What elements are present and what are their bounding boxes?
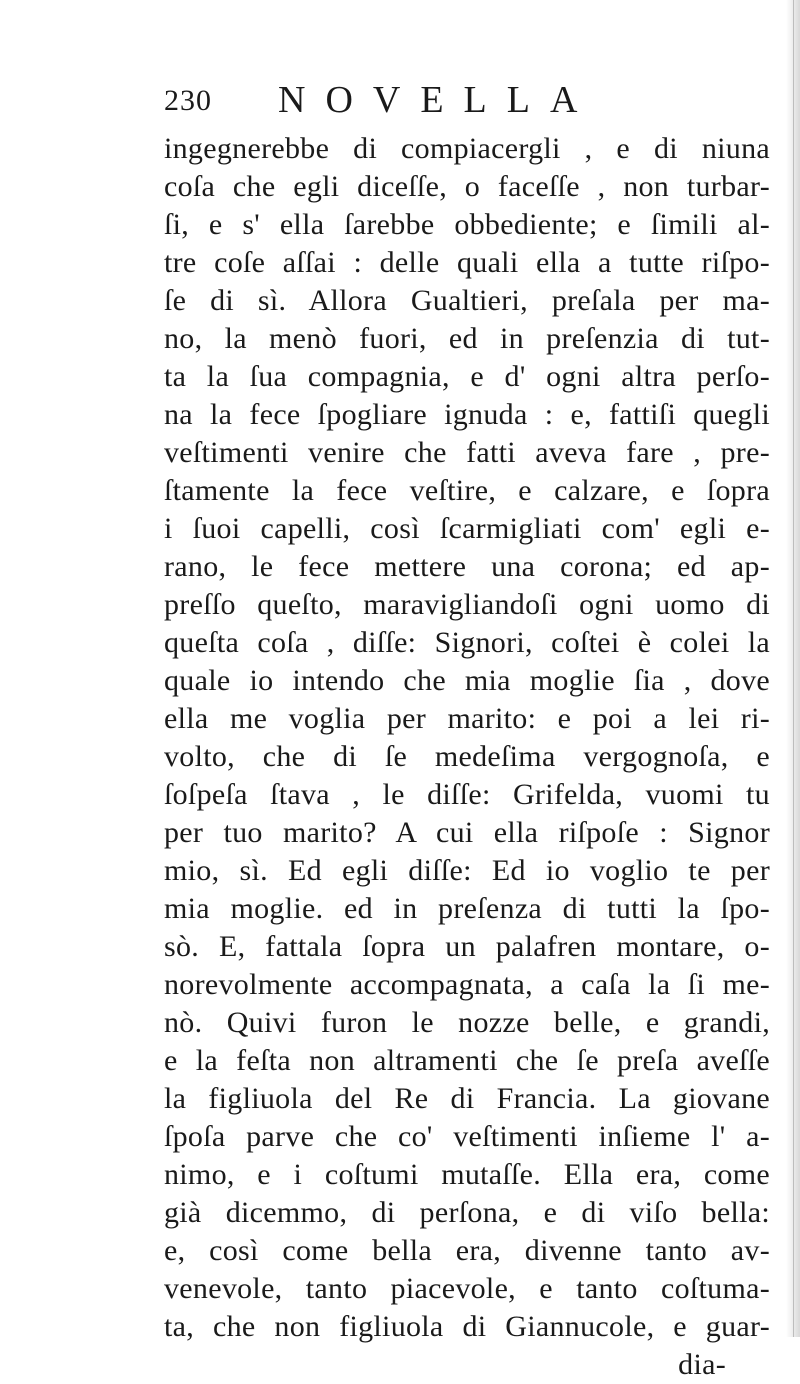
text-line: tre coſe aſſai : delle quali ella a tutte riſpo-: [164, 246, 770, 279]
text-line: sò. E, fattala ſopra un palafren montare, o-: [164, 930, 770, 963]
text-line: quale io intendo che mia moglie ſia , dove: [164, 664, 770, 697]
text-line: mia moglie. ed in preſenza di tutti la ſpo-: [164, 892, 770, 925]
text-line: ſtamente la fece veſtire, e calzare, e ſopra: [164, 474, 770, 507]
text-line: per tuo marito? A cui ella riſpoſe : Signor: [164, 816, 770, 849]
text-line: ingegnerebbe di compiacergli , e di niuna: [164, 132, 770, 165]
text-line: no, la menò fuori, ed in preſenzia di tut-: [164, 322, 770, 355]
page-number: 230: [164, 84, 212, 117]
text-line: ta la ſua compagnia, e d' ogni altra perſo-: [164, 360, 770, 393]
text-line: ta, che non figliuola di Giannucole, e guar-: [164, 1310, 770, 1343]
text-line: ella me voglia per marito: e poi a lei ri-: [164, 702, 770, 735]
text-line: veſtimenti venire che fatti aveva fare , pre-: [164, 436, 770, 469]
text-line: coſa che egli diceſſe, o faceſſe , non turbar-: [164, 170, 770, 203]
catchword: dia-: [678, 1348, 726, 1381]
text-line: venevole, tanto piacevole, e tanto coſtuma-: [164, 1272, 770, 1305]
text-line: mio, sì. Ed egli diſſe: Ed io voglio te per: [164, 854, 770, 887]
running-head: NOVELLA: [278, 79, 598, 121]
body-text: [164, 130, 770, 1384]
text-line: ſpoſa parve che co' veſtimenti inſieme l' a-: [164, 1120, 770, 1153]
text-line: e, così come bella era, divenne tanto av-: [164, 1234, 770, 1267]
page-header: [164, 78, 764, 122]
text-line: ſoſpeſa ſtava , le diſſe: Grifelda, vuomi tu: [164, 778, 770, 811]
text-line: nimo, e i coſtumi mutaſſe. Ella era, come: [164, 1158, 770, 1191]
text-line: la figliuola del Re di Francia. La giovane: [164, 1082, 770, 1115]
text-line: preſſo queſto, maravigliandoſi ogni uomo di: [164, 588, 770, 621]
text-line: rano, le fece mettere una corona; ed ap-: [164, 550, 770, 583]
text-line: queſta coſa , diſſe: Signori, coſtei è colei la: [164, 626, 770, 659]
text-line: volto, che di ſe medeſima vergognoſa, e: [164, 740, 770, 773]
text-line: nò. Quivi furon le nozze belle, e grandi,: [164, 1006, 770, 1039]
text-line: e la feſta non altramenti che ſe preſa aveſſe: [164, 1044, 770, 1077]
text-line: ſi, e s' ella ſarebbe obbediente; e ſimili al-: [164, 208, 770, 241]
text-line: norevolmente accompagnata, a caſa la ſi me-: [164, 968, 770, 1001]
text-line: ſe di sì. Allora Gualtieri, preſala per ma-: [164, 284, 770, 317]
text-line: i ſuoi capelli, così ſcarmigliati com' egli e-: [164, 512, 770, 545]
page-edge-line: [793, 0, 794, 1337]
text-line: già dicemmo, di perſona, e di viſo bella:: [164, 1196, 770, 1229]
text-line: na la fece ſpogliare ignuda : e, fattiſi quegli: [164, 398, 770, 431]
